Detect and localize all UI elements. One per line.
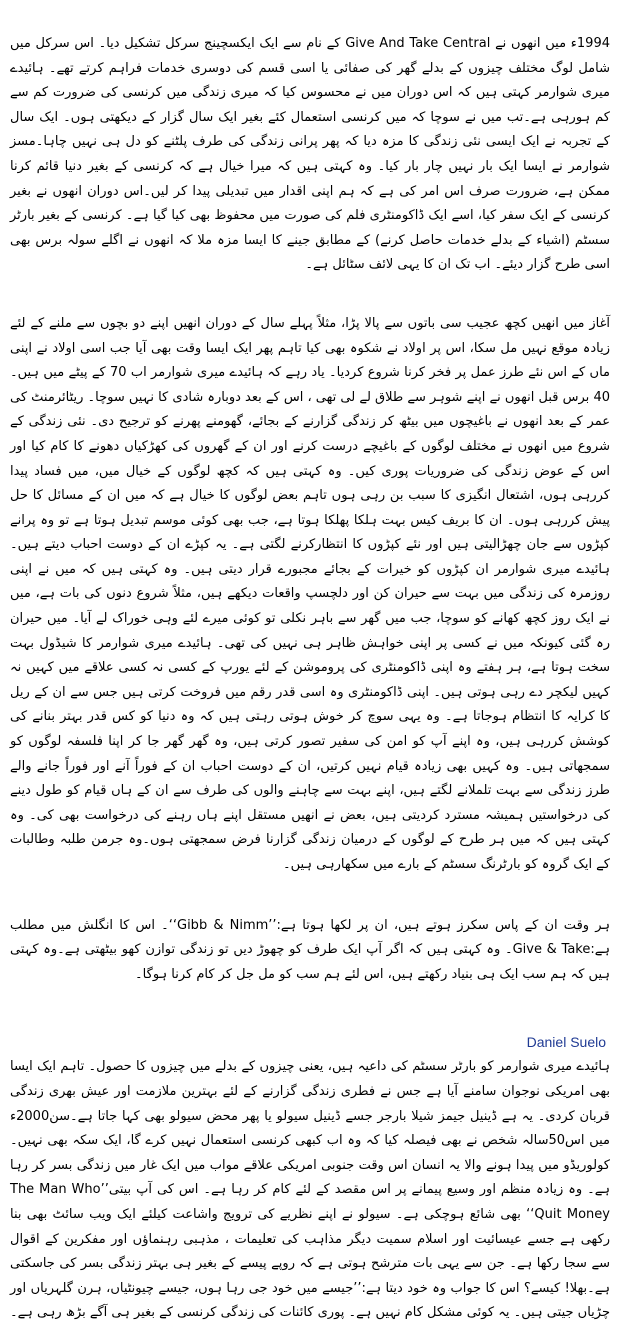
article-paragraph-early-life: آغاز میں انھیں کچھ عجیب سی باتوں سے پالا پڑا، مثلاً پہلے سال کے دوران انھیں اپنے دو بچوں سے ملنے کے لئے زیادہ موقع نہیں مل سکا، اس پر اولاد نے شکوہ بھی کیا تاہم پھر ایک ایسا وقت بھی آیا جب اسی اولاد نے اپنی ماں کے اس نئے طرز عمل پر فخر کرنا شروع کردیا۔ یاد رہے کہ ہائیدے میری شوارمر اب 70 کے پیٹے میں ہیں۔40 برس قبل انھوں نے اپنے شوہر سے طلاق لے لی تھی ، اس کے بعد دوبارہ شادی کا نہیں سوچا۔ ریٹائرمنٹ کی عمر کے بعد انھوں نے باغیچوں میں بیٹھ کر زندگی گزارنے کے بجائے، گھومنے پھرنے کو ترجیح دی۔ نئی زندگی کے شروع میں انھوں نے مختلف لوگوں کے باغیچے درست کرنے اور ان کے گھروں کی کھڑکیاں دھونے کا کام کیا اور اس کے عوض زندگی کی ضروریات پوری کیں۔ وہ کہتی ہیں کہ کچھ لوگوں کے خیال میں، میں فساد پیدا کررہی ہوں، اشتعال انگیزی کا سبب بن رہی ہوں تاہم بعض لوگوں کا خیال ہے کہ میں ان کے مسائل کا حل پیش کررہی ہوں۔ ان کا بریف کیس بہت ہلکا پھلکا ہوتا ہے، جب بھی کوئی موسم تبدیل ہوتا ہے تو وہ پرانے کپڑوں سے جان چھڑالیتی ہیں اور نئے کپڑوں کا انتظارکرنے لگتی ہے۔ یہ کپڑے ان کے دوست احباب دیتے ہیں۔ ہائیدے میری شوارمر ان کپڑوں کو خیرات کے بجائے مجبورے قرار دیتی ہیں۔ وہ کہتی ہیں کہ میں نے اپنی روزمرہ کی زندگی میں بہت سے حیران کن اور دلچسپ واقعات دیکھے ہیں، مثلاً شروع دنوں کی بات ہے، میں نے ایک روز کچھ کھانے کو سوچا، جب میں گھر سے باہر نکلی تو کوئی میرے لئے وہی خوراک لے آیا۔ میں حیران رہ گئی کیونکہ میں نے کسی پر اپنی خواہش ظاہر ہی نہیں کی تھی۔ ہائیدے میری شوارمر کا شیڈول بہت سخت ہوتا ہے، ہر ہفتے وہ اپنی ڈاکومنٹری کی پروموشن کے لئے یورپ کے کسی نہ کسی علاقے میں کہیں نہ کہیں لیکچر دے رہی ہوتی ہیں۔ اپنی ڈاکومنٹری وہ اسی قدر رقم میں فروخت کرتی ہیں جس سے ان کے ریل کا کرایہ کا انتظام ہوجاتا ہے۔ وہ یہی سوچ کر خوش ہوتی رہتی ہیں کہ وہ دنیا کو کس قدر بہتر بنانے کی کوشش کررہی ہیں، وہ اپنے آپ کو امن کی سفیر تصور کرتی ہیں، وہ گھر گھر جا کر اپنا فلسفہ لوگوں کو سمجھاتی ہیں۔ وہ کہیں بھی زیادہ قیام نہیں کرتیں، ان کے دوست احباب ان کے فوراً آنے اور فوراً جانے والے طرز زندگی سے بہت تلملانے لگتے ہیں، اپنے بہت سے چاہنے والوں کی طرف سے ان کے ہاں قیام کو طول دینے کی درخواستیں ہمیشہ مسترد کردیتی ہیں، بعض نے انھیں مستقل اپنے ہاں رہنے کی درخواست بھی کی۔ وہ کہتی ہیں کہ میں ہر طرح کے لوگوں کے درمیان زندگی گزارنا فرض سمجھتی ہوں۔وہ جرمن طلبہ وطالبات کے ایک گروہ کو بارٹرنگ سسٹم کے بارے میں سکھارہی ہیں۔ xyxy=(10,315,610,872)
article-paragraph-daniel-suelo: ہائیدے میری شوارمر کو بارٹر سسٹم کی داعیہ ہیں، یعنی چیزوں کے بدلے میں چیزوں کا حصول۔ تاہم ایک ایسا بھی امریکی نوجوان سامنے آیا ہے جس نے فطری زندگی گزارنے کے لئے بہترین ملازمت اور عیش بھری زندگی قربان کردی۔ یہ ہے ڈینیل جیمز شیلا بارجر جسے ڈینیل سیولو یا پھر محض سیولو بھی کہا جاتا ہے۔سن2000ء میں اس50سالہ شخص نے بھی فیصلہ کیا کہ وہ اب کبھی کرنسی استعمال نہیں کرے گا، ایک سکہ بھی نہیں۔ کولوریڈو میں پیدا ہونے والا یہ انسان اس وقت جنوبی امریکی علاقے مواب میں ایک غار میں زندگی بسر کر رہا ہے۔ وہ زیادہ منظم اور وسیع پیمانے پر اس مقصد کے لئے کام کر رہا ہے۔ اس کی آپ بیتی’’The Man Who Quit Money‘‘ بھی شائع ہوچکی ہے۔ سیولو نے اپنے نظریے کی ترویج واشاعت کیلئے ایک ویب سائٹ بھی بنا رکھی ہے جسے عیسائیت اور اسلام سمیت دیگر مذاہب کی تعلیمات ، مذہبی رہنماؤں اور مفکرین کے اقوال سے سجا رکھا ہے۔ جن سے یہی بات مترشح ہوتی ہے کہ روپے پیسے کے بغیر ہی بہتر زندگی بسر کی جاسکتی ہے۔بھلا! کیسے؟ اس کا جواب وہ خود دیتا ہے:’’جیسے میں خود جی رہا ہوں، جیسے چیونٹیاں، ہرن گلہریاں اور چڑیاں جیتی ہیں۔ یہ کوئی مشکل کام نہیں ہے۔ پوری کائنات کی زندگی کرنسی کے بغیر ہی آگے بڑھ رہی ہے۔ xyxy=(9,1059,611,1321)
article-paragraph-gibb-nimm: ہر وقت ان کے پاس سکرز ہوتے ہیں، ان پر لکھا ہوتا ہے:’’Gibb & Nimm‘‘۔ اس کا انگلش میں مطلب ہے:Give & Take۔ وہ کہتی ہیں کہ اگر آپ ایک طرف کو چھوڑ دیں تو زندگی توازن کھو بیٹھتی ہے۔وہ کہتی ہیں کہ ہم سب ایک ہی بنیاد رکھتے ہیں، اس لئے ہم سب کو مل جل کر کام کرنا ہوگا۔ xyxy=(10,917,610,982)
section-heading-daniel-suelo: Daniel Suelo xyxy=(526,1034,606,1051)
article-paragraph-give-and-take-central: 1994ء میں انھوں نے Give And Take Central کے نام سے ایک ایکسچینج سرکل تشکیل دیا۔ اس سرکل میں شامل لوگ مختلف چیزوں کے بدلے گھر کی صفائی یا اسی قسم کی دوسری خدمات فراہم کرتے تھے۔ ہائیدے میری شوارمر کہتی ہیں کہ اس دوران میں نے محسوس کیا کہ میری زندگی میں کرنسی کی ضرورت کم سے کم ہورہی ہے۔تب میں نے سوچا کہ میں کرنسی استعمال کئے بغیر ایک سال گزار کے دیکھتی ہوں۔ ایک سال کے تجربہ نے ایک ایسی نئی زندگی کا مزہ دیا کہ پھر پرانی زندگی کی طرف پلٹنے کو دل ہی نہیں چاہا۔مسز شوارمر نے ایسا ایک بار نہیں چار بار کیا۔ وہ کہتی ہیں کہ میرا خیال ہے کہ کرنسی کے بغیر دنیا قائم کرنا ممکن ہے، ضرورت صرف اس امر کی ہے کہ ہم اپنی اقدار میں تبدیلی پیدا کر لیں۔اس دوران انھوں نے بغیر کرنسی کے ایک سفر کیا، اسے ایک ڈاکومنٹری فلم کی صورت میں محفوظ بھی کیا گیا ہے۔ کرنسی کے بغیر بارٹر سسٹم (اشیاء کے بدلے خدمات حاصل کرنے) کے مطابق جینے کا ایسا مزہ ملا کہ انھوں نے اگلے سولہ برس بھی اسی طرح گزار دیئے۔ اب تک ان کا یہی لائف سٹائل ہے۔ xyxy=(10,36,610,273)
